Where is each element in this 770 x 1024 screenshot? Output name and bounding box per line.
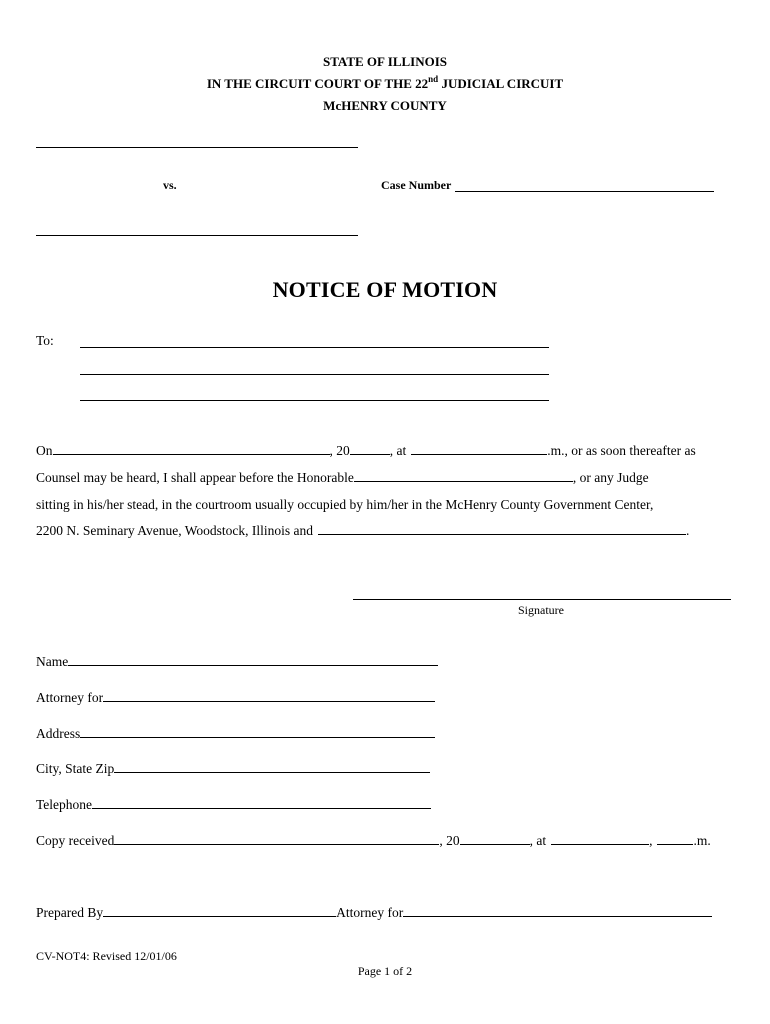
prepared-by-label: Prepared By	[36, 905, 104, 920]
case-number-label: Case Number	[381, 178, 452, 192]
attorney-for-label: Attorney for	[36, 690, 104, 705]
signature-line[interactable]	[353, 599, 731, 600]
paragraph-line-2	[36, 470, 649, 486]
prepared-by-field[interactable]	[103, 905, 336, 917]
comma-at-label: , at	[389, 443, 407, 458]
copy-received-label: Copy received	[36, 833, 115, 848]
honorable-field[interactable]	[354, 470, 573, 482]
telephone-row	[36, 797, 431, 813]
copy-at-label: , at	[529, 833, 547, 848]
paragraph-line-1	[36, 443, 696, 459]
vs-label: vs.	[163, 178, 177, 192]
on-label: On	[36, 443, 53, 458]
header-court-sup: nd	[428, 73, 439, 84]
page-number: Page 1 of 2	[357, 964, 413, 978]
to-label: To:	[36, 333, 54, 348]
defendant-line[interactable]	[36, 235, 358, 236]
copy-received-field[interactable]	[114, 833, 439, 845]
document-title: NOTICE OF MOTION	[272, 277, 498, 302]
comma-20-label: , 20	[329, 443, 350, 458]
copy-year-field[interactable]	[460, 833, 530, 845]
to-line-3[interactable]	[80, 400, 549, 401]
signature-label: Signature	[518, 603, 564, 617]
address-text: 2200 N. Seminary Avenue, Woodstock, Illinois and	[36, 523, 314, 538]
prepared-row	[36, 905, 712, 921]
to-line-2[interactable]	[80, 374, 549, 375]
address-row	[36, 726, 435, 742]
time-field[interactable]	[411, 443, 547, 455]
header-court-pre: IN THE CIRCUIT COURT OF THE 22	[206, 76, 429, 91]
header-state: STATE OF ILLINOIS	[322, 54, 448, 69]
attorney-for-field[interactable]	[103, 690, 435, 702]
copy-20-label: , 20	[439, 833, 460, 848]
counsel-label: Counsel may be heard, I shall appear before the Honorable	[36, 470, 354, 485]
attorney-for-row	[36, 690, 435, 706]
prepared-attorney-for-field[interactable]	[403, 905, 712, 917]
date-field[interactable]	[53, 443, 330, 455]
header-court-post: JUDICIAL CIRCUIT	[438, 76, 564, 91]
period-label: .	[686, 523, 690, 538]
copy-time-field[interactable]	[551, 833, 649, 845]
m-soon-label: .m., or as soon thereafter as	[547, 443, 696, 458]
city-state-zip-label: City, State Zip	[36, 761, 115, 776]
copy-m-label: .m.	[693, 833, 711, 848]
address-label: Address	[36, 726, 81, 741]
paragraph-line-4	[36, 523, 689, 539]
address-field[interactable]	[80, 726, 435, 738]
telephone-field[interactable]	[92, 797, 431, 809]
prepared-attorney-for-label: Attorney for	[336, 905, 404, 920]
or-any-judge-label: , or any Judge	[572, 470, 649, 485]
copy-ampm-field[interactable]	[657, 833, 693, 845]
to-line-1[interactable]	[80, 347, 549, 348]
motion-field[interactable]	[318, 523, 686, 535]
telephone-label: Telephone	[36, 797, 93, 812]
header-county: McHENRY COUNTY	[323, 98, 447, 113]
year-field[interactable]	[350, 443, 390, 455]
form-id: CV-NOT4: Revised 12/01/06	[36, 949, 177, 963]
city-state-zip-field[interactable]	[114, 761, 430, 773]
copy-received-row	[36, 833, 711, 849]
case-number-line[interactable]	[455, 191, 714, 192]
name-label: Name	[36, 654, 69, 669]
name-field[interactable]	[68, 654, 438, 666]
copy-comma-label: ,	[649, 833, 653, 848]
plaintiff-line[interactable]	[36, 147, 358, 148]
header-court	[0, 73, 770, 92]
city-state-zip-row	[36, 761, 430, 777]
paragraph-line-3: sitting in his/her stead, in the courtroom usually occupied by him/her in the McHenry County Government Center,	[36, 497, 654, 512]
name-row	[36, 654, 438, 670]
